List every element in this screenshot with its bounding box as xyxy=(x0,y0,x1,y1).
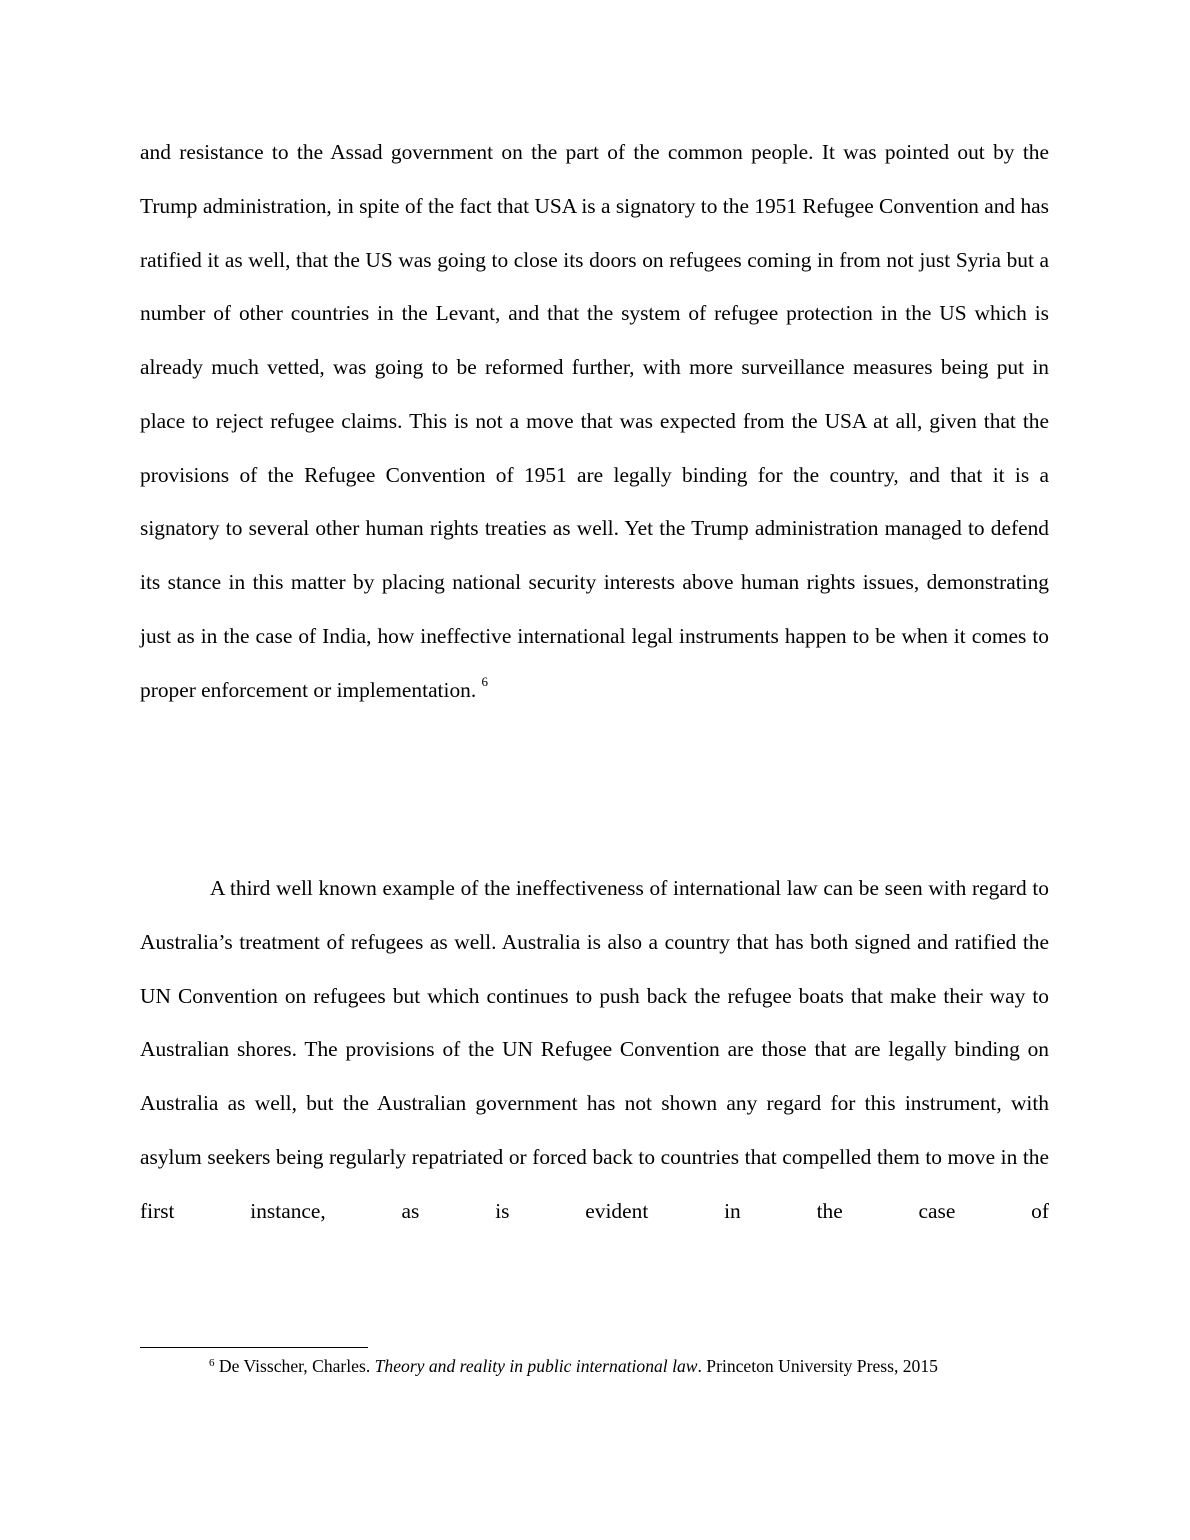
footnote-number: 6 xyxy=(209,1357,215,1370)
paragraph-1-text: and resistance to the Assad government on the part of the common people. It was pointed out by the Trump administration, in spite of the fact that USA is a signatory to the 1951 Refugee Convention and has ratified it as well, that the US was going to close its doors on refugees coming in from not just Syria but a number of other countries in the Levant, and that the system of refugee protection in the US which is already much vetted, was going to be reformed further, with more surveillance measures being put in place to reject refugee claims. This is not a move that was expected from the USA at all, given that the provisions of the Refugee Convention of 1951 are legally binding for the country, and that it is a signatory to several other human rights treaties as well. Yet the Trump administration managed to defend its stance in this matter by placing national security interests above human rights issues, demonstrating just as in the case of India, how ineffective international legal instruments happen to be when it comes to proper enforcement or implementation. xyxy=(140,140,1049,702)
footnote-publisher: . Princeton University Press, 2015 xyxy=(697,1356,938,1376)
footnote xyxy=(209,1354,1109,1378)
footnote-title: Theory and reality in public international law xyxy=(374,1356,698,1376)
paragraph-2-text: A third well known example of the ineffectiveness of international law can be seen with regard to Australia’s treatment of refugees as well. Australia is also a country that has both signed and ratified the UN Convention on refugees but which continues to push back the refugee boats that make their way to Australian shores. The provisions of the UN Refugee Convention are those that are legally binding on Australia as well, but the Australian government has not shown any regard for this instrument, with asylum seekers being regularly repatriated or forced back to countries that compelled them to move in the first instance, as is evident in the case of xyxy=(140,876,1049,1223)
body-paragraph-1 xyxy=(140,126,1049,717)
footnote-reference[interactable]: 6 xyxy=(481,674,489,690)
body-paragraph-2 xyxy=(140,862,1049,1238)
footnote-author: De Visscher, Charles. xyxy=(214,1356,375,1376)
footnote-separator xyxy=(140,1347,368,1348)
